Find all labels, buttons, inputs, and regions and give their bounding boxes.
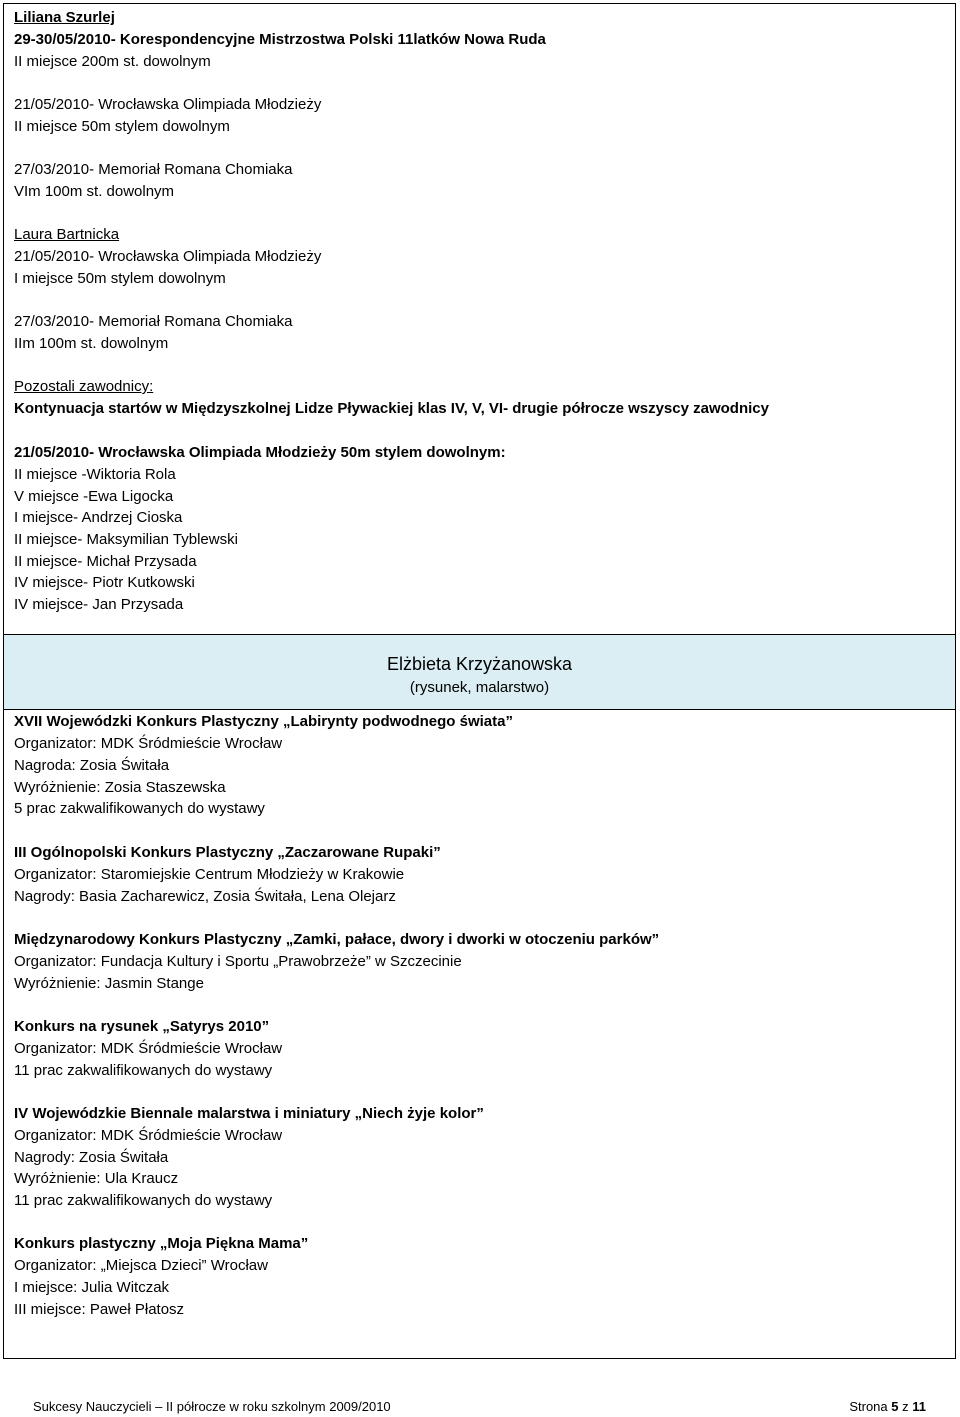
- league-note: Kontynuacja startów w Międzyszkolnej Lidze Pływackiej klas IV, V, VI- drugie półrocze wszyscy zawodnicy: [14, 400, 769, 417]
- contest-detail: 11 prac zakwalifikowanych do wystawy: [14, 1062, 273, 1079]
- result-line: I miejsce 50m stylem dowolnym: [14, 270, 226, 287]
- contest-detail: Organizator: Staromiejskie Centrum Młodzieży w Krakowie: [14, 866, 405, 883]
- contest-detail: Organizator: Fundacja Kultury i Sportu „Prawobrzeże” w Szczecinie: [14, 953, 462, 970]
- teacher-header-band: [4, 634, 955, 710]
- page-prefix: Strona: [849, 1399, 888, 1414]
- contest-detail: Wyróżnienie: Jasmin Stange: [14, 975, 204, 992]
- contest-title: IV Wojewódzkie Biennale malarstwa i miniatury „Niech żyje kolor”: [14, 1105, 484, 1122]
- competition-entry: 27/03/2010- Memoriał Romana Chomiaka: [14, 161, 293, 178]
- contest-detail: Organizator: MDK Śródmieście Wrocław: [14, 1040, 283, 1057]
- athlete-name: Liliana Szurlej: [14, 9, 115, 26]
- contest-title: XVII Wojewódzki Konkurs Plastyczny „Labirynty podwodnego świata”: [14, 713, 513, 730]
- footer-title: Sukcesy Nauczycieli – II półrocze w roku szkolnym 2009/2010: [33, 1399, 391, 1414]
- result-line: II miejsce -Wiktoria Rola: [14, 466, 176, 483]
- result-line: II miejsce- Michał Przysada: [14, 553, 197, 570]
- competition-entry: 21/05/2010- Wrocławska Olimpiada Młodzieży: [14, 96, 322, 113]
- total-pages: 11: [912, 1399, 926, 1414]
- result-line: II miejsce 50m stylem dowolnym: [14, 118, 230, 135]
- art-contests-section: [4, 710, 955, 1360]
- result-line: VIm 100m st. dowolnym: [14, 183, 175, 200]
- contest-title: Międzynarodowy Konkurs Plastyczny „Zamki, pałace, dwory i dworki w otoczeniu parków”: [14, 931, 660, 948]
- contest-detail: III miejsce: Paweł Płatosz: [14, 1301, 185, 1318]
- result-line: II miejsce 200m st. dowolnym: [14, 53, 211, 70]
- teacher-subject: (rysunek, malarstwo): [409, 679, 550, 696]
- document-frame: [3, 3, 956, 1359]
- result-line: II miejsce- Maksymilian Tyblewski: [14, 531, 238, 548]
- contest-detail: Nagrody: Basia Zacharewicz, Zosia Świtała, Lena Olejarz: [14, 888, 396, 905]
- result-line: IIm 100m st. dowolnym: [14, 335, 169, 352]
- competition-entry: 27/03/2010- Memoriał Romana Chomiaka: [14, 313, 293, 330]
- contest-title: Konkurs plastyczny „Moja Piękna Mama”: [14, 1235, 309, 1252]
- teacher-name: Elżbieta Krzyżanowska: [386, 654, 573, 674]
- competition-entry: 21/05/2010- Wrocławska Olimpiada Młodzieży 50m stylem dowolnym:: [14, 444, 506, 461]
- page-number: [849, 1399, 926, 1415]
- contest-detail: 11 prac zakwalifikowanych do wystawy: [14, 1192, 273, 1209]
- result-line: I miejsce- Andrzej Cioska: [14, 509, 183, 526]
- swimming-results-section: [4, 4, 955, 634]
- contest-detail: Wyróżnienie: Zosia Staszewska: [14, 779, 226, 796]
- section-heading: Pozostali zawodnicy:: [14, 378, 154, 395]
- contest-detail: Organizator: MDK Śródmieście Wrocław: [14, 735, 283, 752]
- page-separator: z: [902, 1399, 909, 1414]
- result-line: IV miejsce- Jan Przysada: [14, 596, 184, 613]
- competition-entry: 29-30/05/2010- Korespondencyjne Mistrzostwa Polski 11latków Nowa Ruda: [14, 31, 546, 48]
- athlete-name: Laura Bartnicka: [14, 226, 120, 243]
- contest-title: III Ogólnopolski Konkurs Plastyczny „Zaczarowane Rupaki”: [14, 844, 441, 861]
- contest-detail: Nagrody: Zosia Świtała: [14, 1149, 169, 1166]
- result-line: IV miejsce- Piotr Kutkowski: [14, 574, 195, 591]
- result-line: V miejsce -Ewa Ligocka: [14, 488, 174, 505]
- contest-detail: Wyróżnienie: Ula Kraucz: [14, 1170, 179, 1187]
- contest-detail: Organizator: MDK Śródmieście Wrocław: [14, 1127, 283, 1144]
- competition-entry: 21/05/2010- Wrocławska Olimpiada Młodzieży: [14, 248, 322, 265]
- contest-title: Konkurs na rysunek „Satyrys 2010”: [14, 1018, 270, 1035]
- current-page: 5: [891, 1399, 899, 1414]
- contest-detail: I miejsce: Julia Witczak: [14, 1279, 170, 1296]
- contest-detail: 5 prac zakwalifikowanych do wystawy: [14, 800, 265, 817]
- contest-detail: Nagroda: Zosia Świtała: [14, 757, 170, 774]
- contest-detail: Organizator: „Miejsca Dzieci” Wrocław: [14, 1257, 268, 1274]
